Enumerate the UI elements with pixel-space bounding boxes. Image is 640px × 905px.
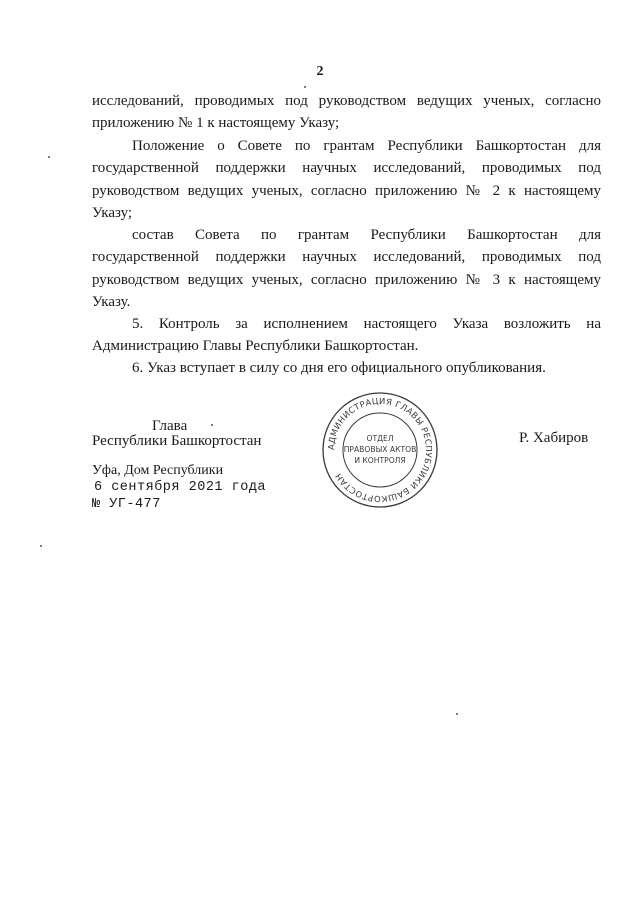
issue-place: Уфа, Дом Республики: [92, 463, 224, 478]
document-meta: [92, 462, 266, 513]
scan-speck: [211, 424, 213, 426]
scan-speck: [48, 156, 50, 158]
scan-speck: [304, 86, 306, 88]
page-number: 2: [316, 64, 324, 79]
paragraph-2: Положение о Совете по грантам Республики Башкортостан для государственной поддержки научных исследований, проводимых под руководством ведущих ученых, согласно приложению № 2 к настоящему Указу;: [92, 138, 601, 221]
seal-line-1: ОТДЕЛ: [366, 434, 394, 443]
official-seal: [320, 390, 440, 510]
paragraph-1: исследований, проводимых под руководством ведущих ученых, согласно приложению № 1 к настоящему Указу;: [92, 93, 601, 132]
seal-line-3: И КОНТРОЛЯ: [354, 456, 406, 465]
signatory-name: Р. Хабиров: [519, 430, 589, 446]
seal-line-2: ПРАВОВЫХ АКТОВ: [343, 445, 417, 454]
scan-speck: [456, 713, 458, 715]
issue-date: 6 сентября 2021 года: [94, 480, 267, 495]
signature-title-line2: Республики Башкортостан: [92, 433, 262, 449]
paragraph-5-effect: 6. Указ вступает в силу со дня его официального опубликования.: [132, 360, 546, 376]
scan-speck: [40, 545, 42, 547]
paragraph-3: состав Совета по грантам Республики Башкортостан для государственной поддержки научных исследований, проводимых под руководством ведущих ученых, согласно приложению № 3 к настоящему Указу.: [92, 227, 601, 310]
paragraph-4-control: 5. Контроль за исполнением настоящего Указа возложить на Администрацию Главы Республики Башкортостан.: [92, 316, 601, 355]
signature-title-line1: Глава: [152, 418, 188, 434]
seal-outer-text: АДМИНИСТРАЦИЯ ГЛАВЫ РЕСПУБЛИКИ БАШКОРТОСТАН: [325, 395, 435, 505]
decree-number: № УГ-477: [92, 497, 161, 512]
